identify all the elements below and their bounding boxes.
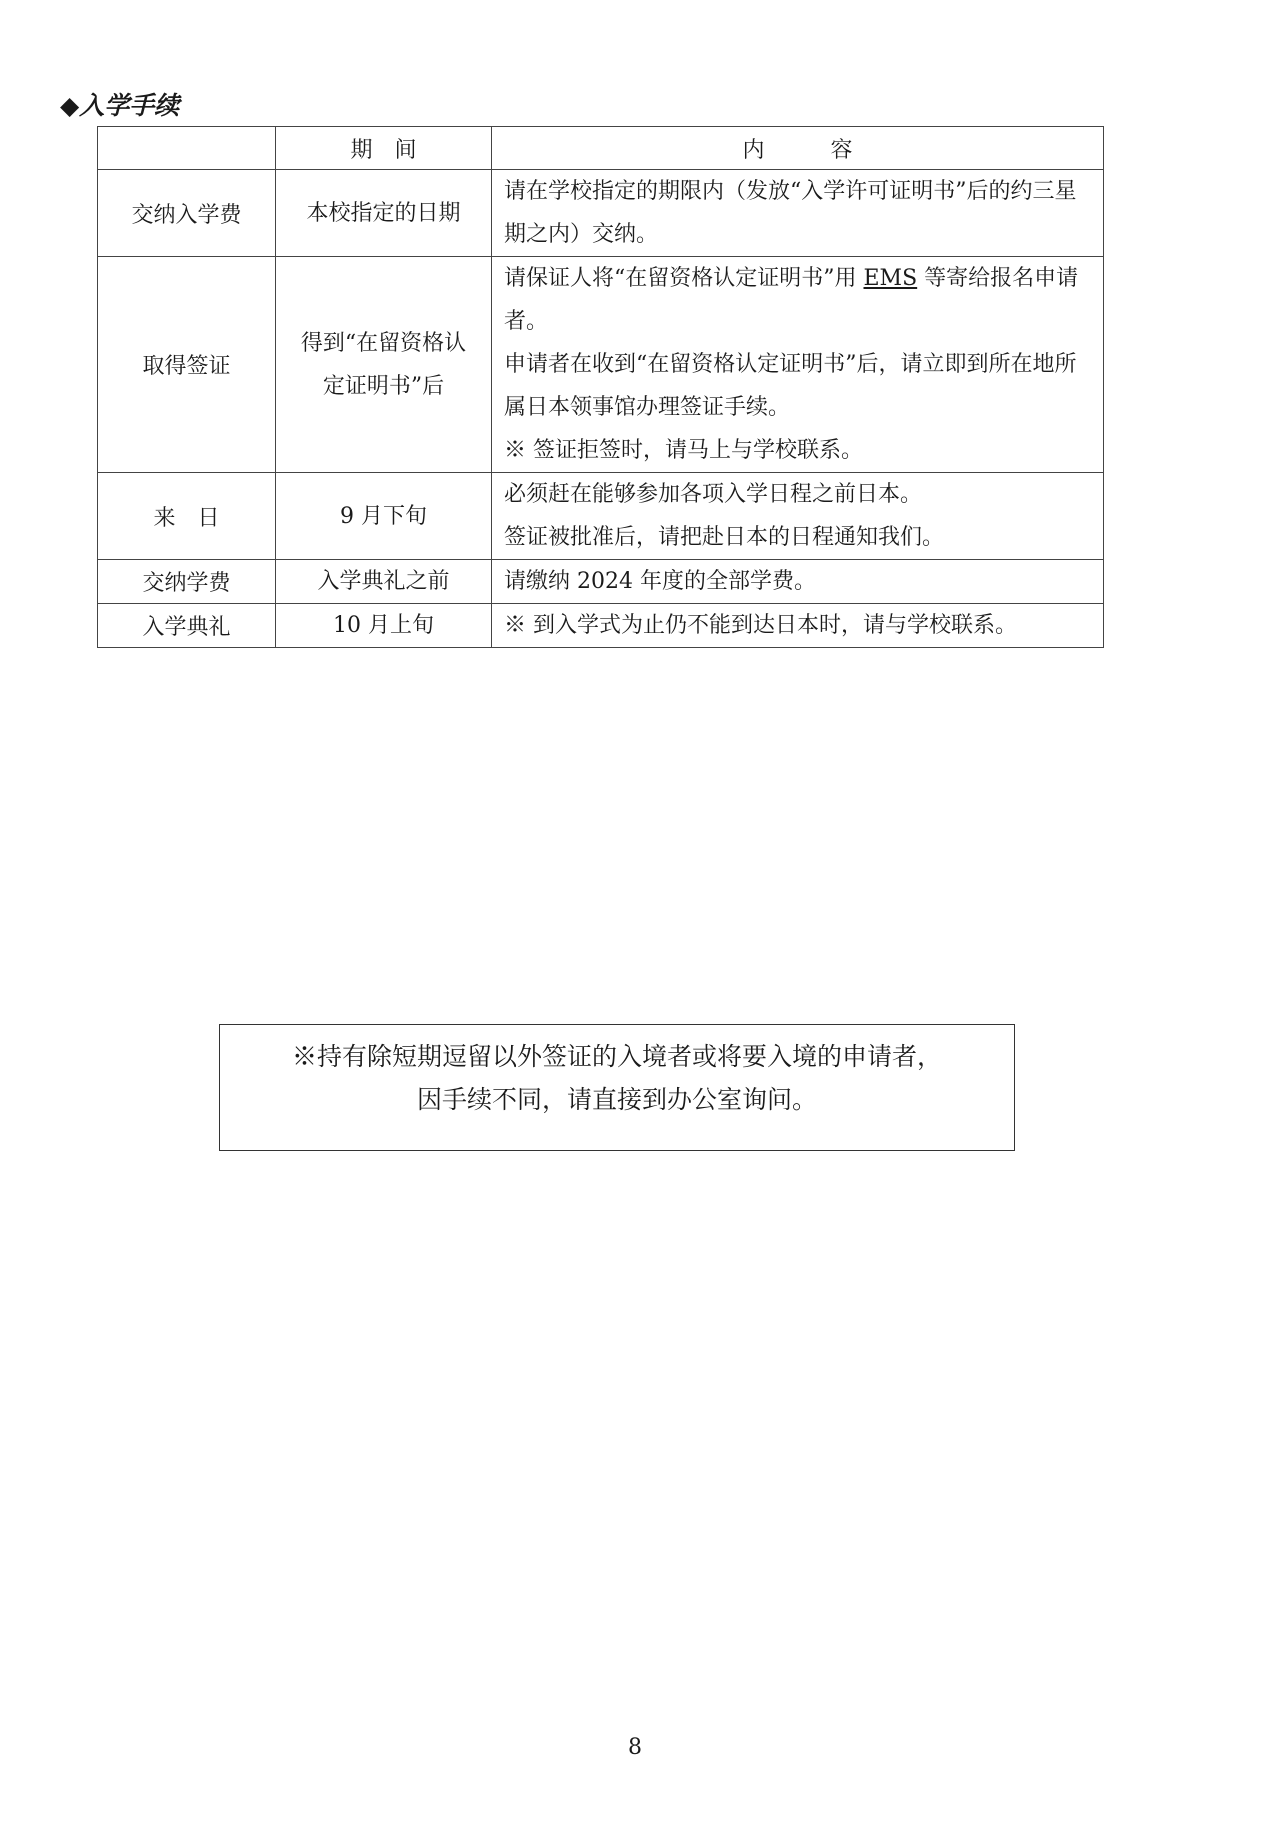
table-row [98,604,1104,648]
content-line: 签证被批准后，请把赴日本的日程通知我们。 [504,525,945,550]
row-period [276,257,492,473]
row-content [492,473,1104,560]
row-item: 交纳学费 [98,560,276,604]
content-text: 请保证人将“在留资格认定证明书”用 [504,266,857,291]
row-item: 取得签证 [98,257,276,473]
row-content [492,604,1104,648]
content-line: 申请者在收到“在留资格认定证明书”后，请立即到所在地所属日本领事馆办理签证手续。 [504,352,1077,420]
section-heading: ◆入学手续 [60,91,180,120]
row-content [492,170,1104,257]
row-item: 来 日 [98,473,276,560]
content-line: ※ 签证拒签时，请马上与学校联系。 [504,438,863,463]
content-line: 请缴纳 2024 年度的全部学费。 [504,569,816,594]
table-header-row [98,127,1104,170]
period-line: 10 月上旬 [333,613,434,638]
table-row [98,170,1104,257]
admission-procedure-table [97,126,1104,648]
row-item: 交纳入学费 [98,170,276,257]
period-line: 9 月下旬 [340,503,427,529]
table-row [98,257,1104,473]
row-content [492,257,1104,473]
table-row [98,473,1104,560]
notice-box [219,1024,1015,1151]
row-item: 入学典礼 [98,604,276,648]
content-line: ※ 到入学式为止仍不能到达日本时，请与学校联系。 [504,613,1017,638]
period-line: 本校指定的日期 [306,200,461,226]
header-period: 期 间 [276,127,492,170]
row-period [276,170,492,257]
page-number: 8 [628,1735,642,1760]
table-row [98,560,1104,604]
header-content: 内 容 [492,127,1104,170]
period-line: 得到“在留资格认 [300,330,467,356]
content-line: 必须赶在能够参加各项入学日程之前日本。 [504,482,923,507]
row-period [276,473,492,560]
row-content [492,560,1104,604]
period-line: 入学典礼之前 [317,569,450,594]
content-line [504,257,1091,343]
row-period [276,560,492,604]
period-line: 定证明书”后 [322,373,445,399]
row-period [276,604,492,648]
content-line: 请在学校指定的期限内（发放“入学许可证明书”后的约三星期之内）交纳。 [504,179,1077,247]
notice-line: 因手续不同，请直接到办公室询问。 [416,1085,817,1114]
content-text: 等寄给报名申请者。 [504,266,1079,334]
header-item [98,127,276,170]
ems-text: EMS [863,266,918,291]
notice-line: ※持有除短期逗留以外签证的入境者或将要入境的申请者， [291,1042,942,1071]
